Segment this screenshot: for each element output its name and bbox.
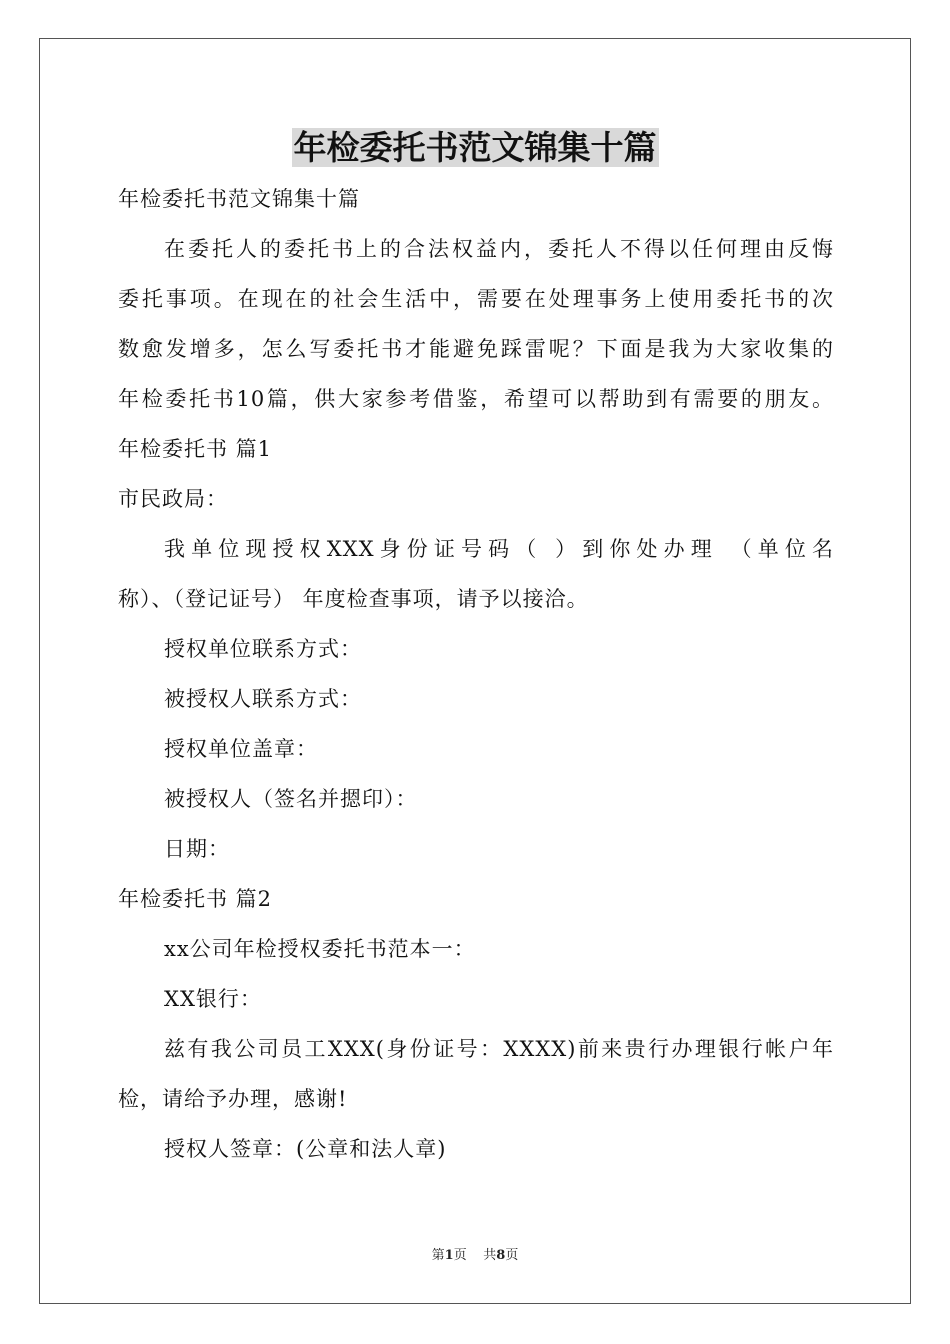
body-line-11: 被授权人联系方式： — [164, 687, 362, 711]
body-line-7: 市民政局： — [118, 487, 228, 511]
body-line-17: XX银行： — [164, 987, 262, 1011]
body-line-10: 授权单位联系方式： — [164, 637, 362, 661]
body-line-14: 日期： — [164, 837, 230, 861]
body-line-9: 称）、（登记证号） 年度检查事项，请予以接洽。 — [118, 587, 589, 611]
total-suffix: 页 — [505, 1248, 519, 1263]
page-suffix: 页 — [453, 1248, 467, 1263]
body-line-13: 被授权人（签名并摁印）： — [164, 787, 418, 811]
section-heading-1: 年检委托书 篇1 — [118, 437, 273, 461]
total-pages: 8 — [496, 1248, 506, 1263]
page-prefix: 第 — [431, 1248, 445, 1263]
body-line-16: xx公司年检授权委托书范本一： — [164, 937, 476, 961]
document-body — [118, 174, 834, 1174]
body-line-18: 兹有我公司员工XXX(身份证号：XXXX)前来贵行办理银行帐户年 — [164, 1037, 834, 1061]
section-heading-2: 年检委托书 篇2 — [118, 887, 273, 911]
body-line-19: 检，请给予办理，感谢! — [118, 1087, 348, 1111]
page-footer — [0, 1244, 950, 1263]
body-line-4: 数愈发增多，怎么写委托书才能避免踩雷呢？下面是我为大家收集的 — [118, 337, 834, 361]
body-line-12: 授权单位盖章： — [164, 737, 318, 761]
document-title — [0, 126, 950, 170]
document-title-text: 年检委托书范文锦集十篇 — [293, 128, 657, 167]
total-prefix: 共 — [483, 1248, 497, 1263]
body-line-2: 在委托人的委托书上的合法权益内，委托人不得以任何理由反悔 — [164, 237, 834, 261]
page-number: 1 — [444, 1248, 454, 1263]
body-line-1: 年检委托书范文锦集十篇 — [118, 187, 360, 211]
body-line-8: 我单位现授权XXX身份证号码（ ）到你处办理 （单位名 — [164, 537, 834, 561]
body-line-20: 授权人签章：(公章和法人章) — [164, 1137, 447, 1161]
body-line-5: 年检委托书10篇，供大家参考借鉴，希望可以帮助到有需要的朋友。 — [118, 387, 834, 411]
body-line-3: 委托事项。在现在的社会生活中，需要在处理事务上使用委托书的次 — [118, 287, 834, 311]
